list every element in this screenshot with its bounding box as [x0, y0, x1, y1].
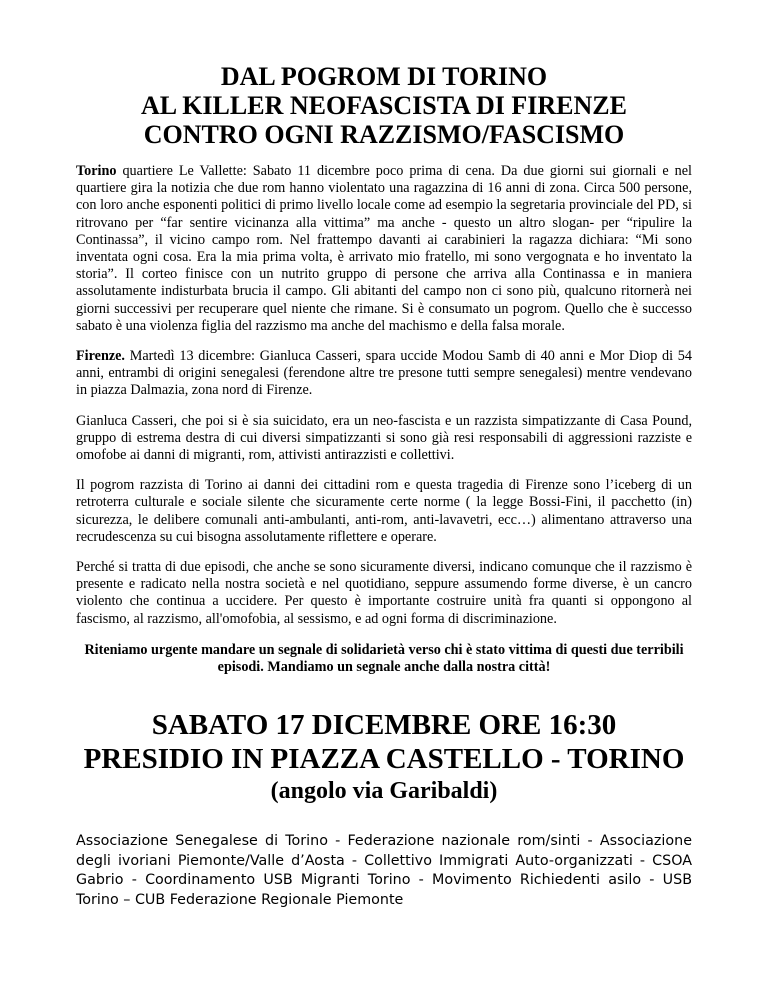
- paragraph-torino: [76, 163, 692, 335]
- paragraph-text: quartiere Le Vallette: Sabato 11 dicembre poco prima di cena. Da due giorni sui giornali e nel quartiere gira la notizia che due rom hanno violentato una ragazzina di 16 anni di zona. Circa 500 persone, con loro anche esponenti politici di primo livello locale come ad esempio la segretaria provinciale del PD, si ritrovano per “far sentire vicinanza alla vittima” ma anche - questo un altro slogan- per “ripulire la Continassa”, il vicino campo rom. Nel frattempo davanti ai carabinieri la ragazza dichiara: “Mi sono inventata ogni cosa. Era la mia prima volta, è arrivato mio fratello, mi sono vergognata e ho inventato la storia”. Il corteo finisce con un nutrito gruppo di persone che arriva alla Continassa e in maniera assolutamente indisturbata brucia il campo. Gli abitanti del campo non ci sono più, qualcuno ritornerà nei giorni successivi per recuperare quel niente che rimane. Si è consumato un pogrom. Quello che è successo sabato è una violenza figlia del razzismo ma anche del machismo e della falsa morale.: [76, 163, 692, 334]
- paragraph-text: Gianluca Casseri, che poi si è sia suicidato, era un neo-fascista e un razzista simpatizzante di Casa Pound, gruppo di estrema destra di cui diversi simpatizzanti si sono già resi responsabili di aggressioni razziste e omofobe ai danni di migranti, rom, attivisti antirazzisti e collettivi.: [76, 412, 692, 464]
- event-date: SABATO 17 DICEMBRE ORE 16:30: [151, 709, 617, 742]
- event-location-detail: (angolo via Garibaldi): [270, 778, 498, 805]
- flyer-title: [76, 62, 692, 149]
- event-location: PRESIDIO IN PIAZZA CASTELLO - TORINO: [83, 743, 685, 776]
- paragraph-lead: Firenze.: [76, 348, 125, 365]
- flyer-content: [76, 62, 692, 910]
- paragraph-text: Il pogrom razzista di Torino ai danni dei cittadini rom e questa tragedia di Firenze sono l’iceberg di un retroterra culturale e sociale silente che sicuramente certe norme ( la legge Bossi-Fini, il pacchetto (in) sicurezza, le delibere comunali anti-ambulanti, anti-rom, anti-lavavetri, ecc…) alimentano attraverso una recrudescenza su cui bisogna assolutamente riflettere e operare.: [76, 477, 692, 545]
- paragraph-text: Martedì 13 dicembre: Gianluca Casseri, spara uccide Modou Samb di 40 anni e Mor Diop di 54 anni, entrambi di origini senegalesi (ferendone altre tre presone tutti sempre senegalesi) mentre vendevano in piazza Dalmazia, zona nord di Firenze.: [76, 348, 692, 399]
- title-line-2: AL KILLER NEOFASCISTA DI FIRENZE: [141, 91, 627, 120]
- solidarity-appeal: Riteniamo urgente mandare un segnale di solidarietà verso chi è stato vittima di questi due terribili episodi. Mandiamo un segnale anche dalla nostra città!: [84, 641, 684, 676]
- paragraph-unity: [76, 559, 692, 628]
- paragraph-text: Perché si tratta di due episodi, che anche se sono sicuramente diversi, indicano comunque che il razzismo è presente e radicato nella nostra società e nel quotidiano, seppure assumendo forme diverse, è un cancro violento che continua a uccidere. Per questo è importante costruire unità fra quanti si oppongono al fascismo, al razzismo, all'omofobia, al sessismo, e ad ogni forma di discriminazione.: [76, 559, 692, 627]
- paragraph-firenze: [76, 348, 692, 400]
- title-line-1: DAL POGROM DI TORINO: [220, 62, 548, 91]
- paragraph-lead: Torino: [76, 163, 117, 179]
- title-line-3: CONTRO OGNI RAZZISMO/FASCISMO: [143, 120, 625, 149]
- paragraph-pogrom: [76, 477, 692, 546]
- signatories-list: Associazione Senegalese di Torino - Federazione nazionale rom/sinti - Associazione degli ivoriani Piemonte/Valle d’Aosta - Collettivo Immigrati Auto-organizzati - CSOA Gabrio - Coordinamento USB Migranti Torino - Movimento Richiedenti asilo - USB Torino – CUB Federazione Regionale Piemonte: [76, 833, 692, 908]
- event-announcement: [76, 708, 692, 806]
- paragraph-casseri: [76, 413, 692, 465]
